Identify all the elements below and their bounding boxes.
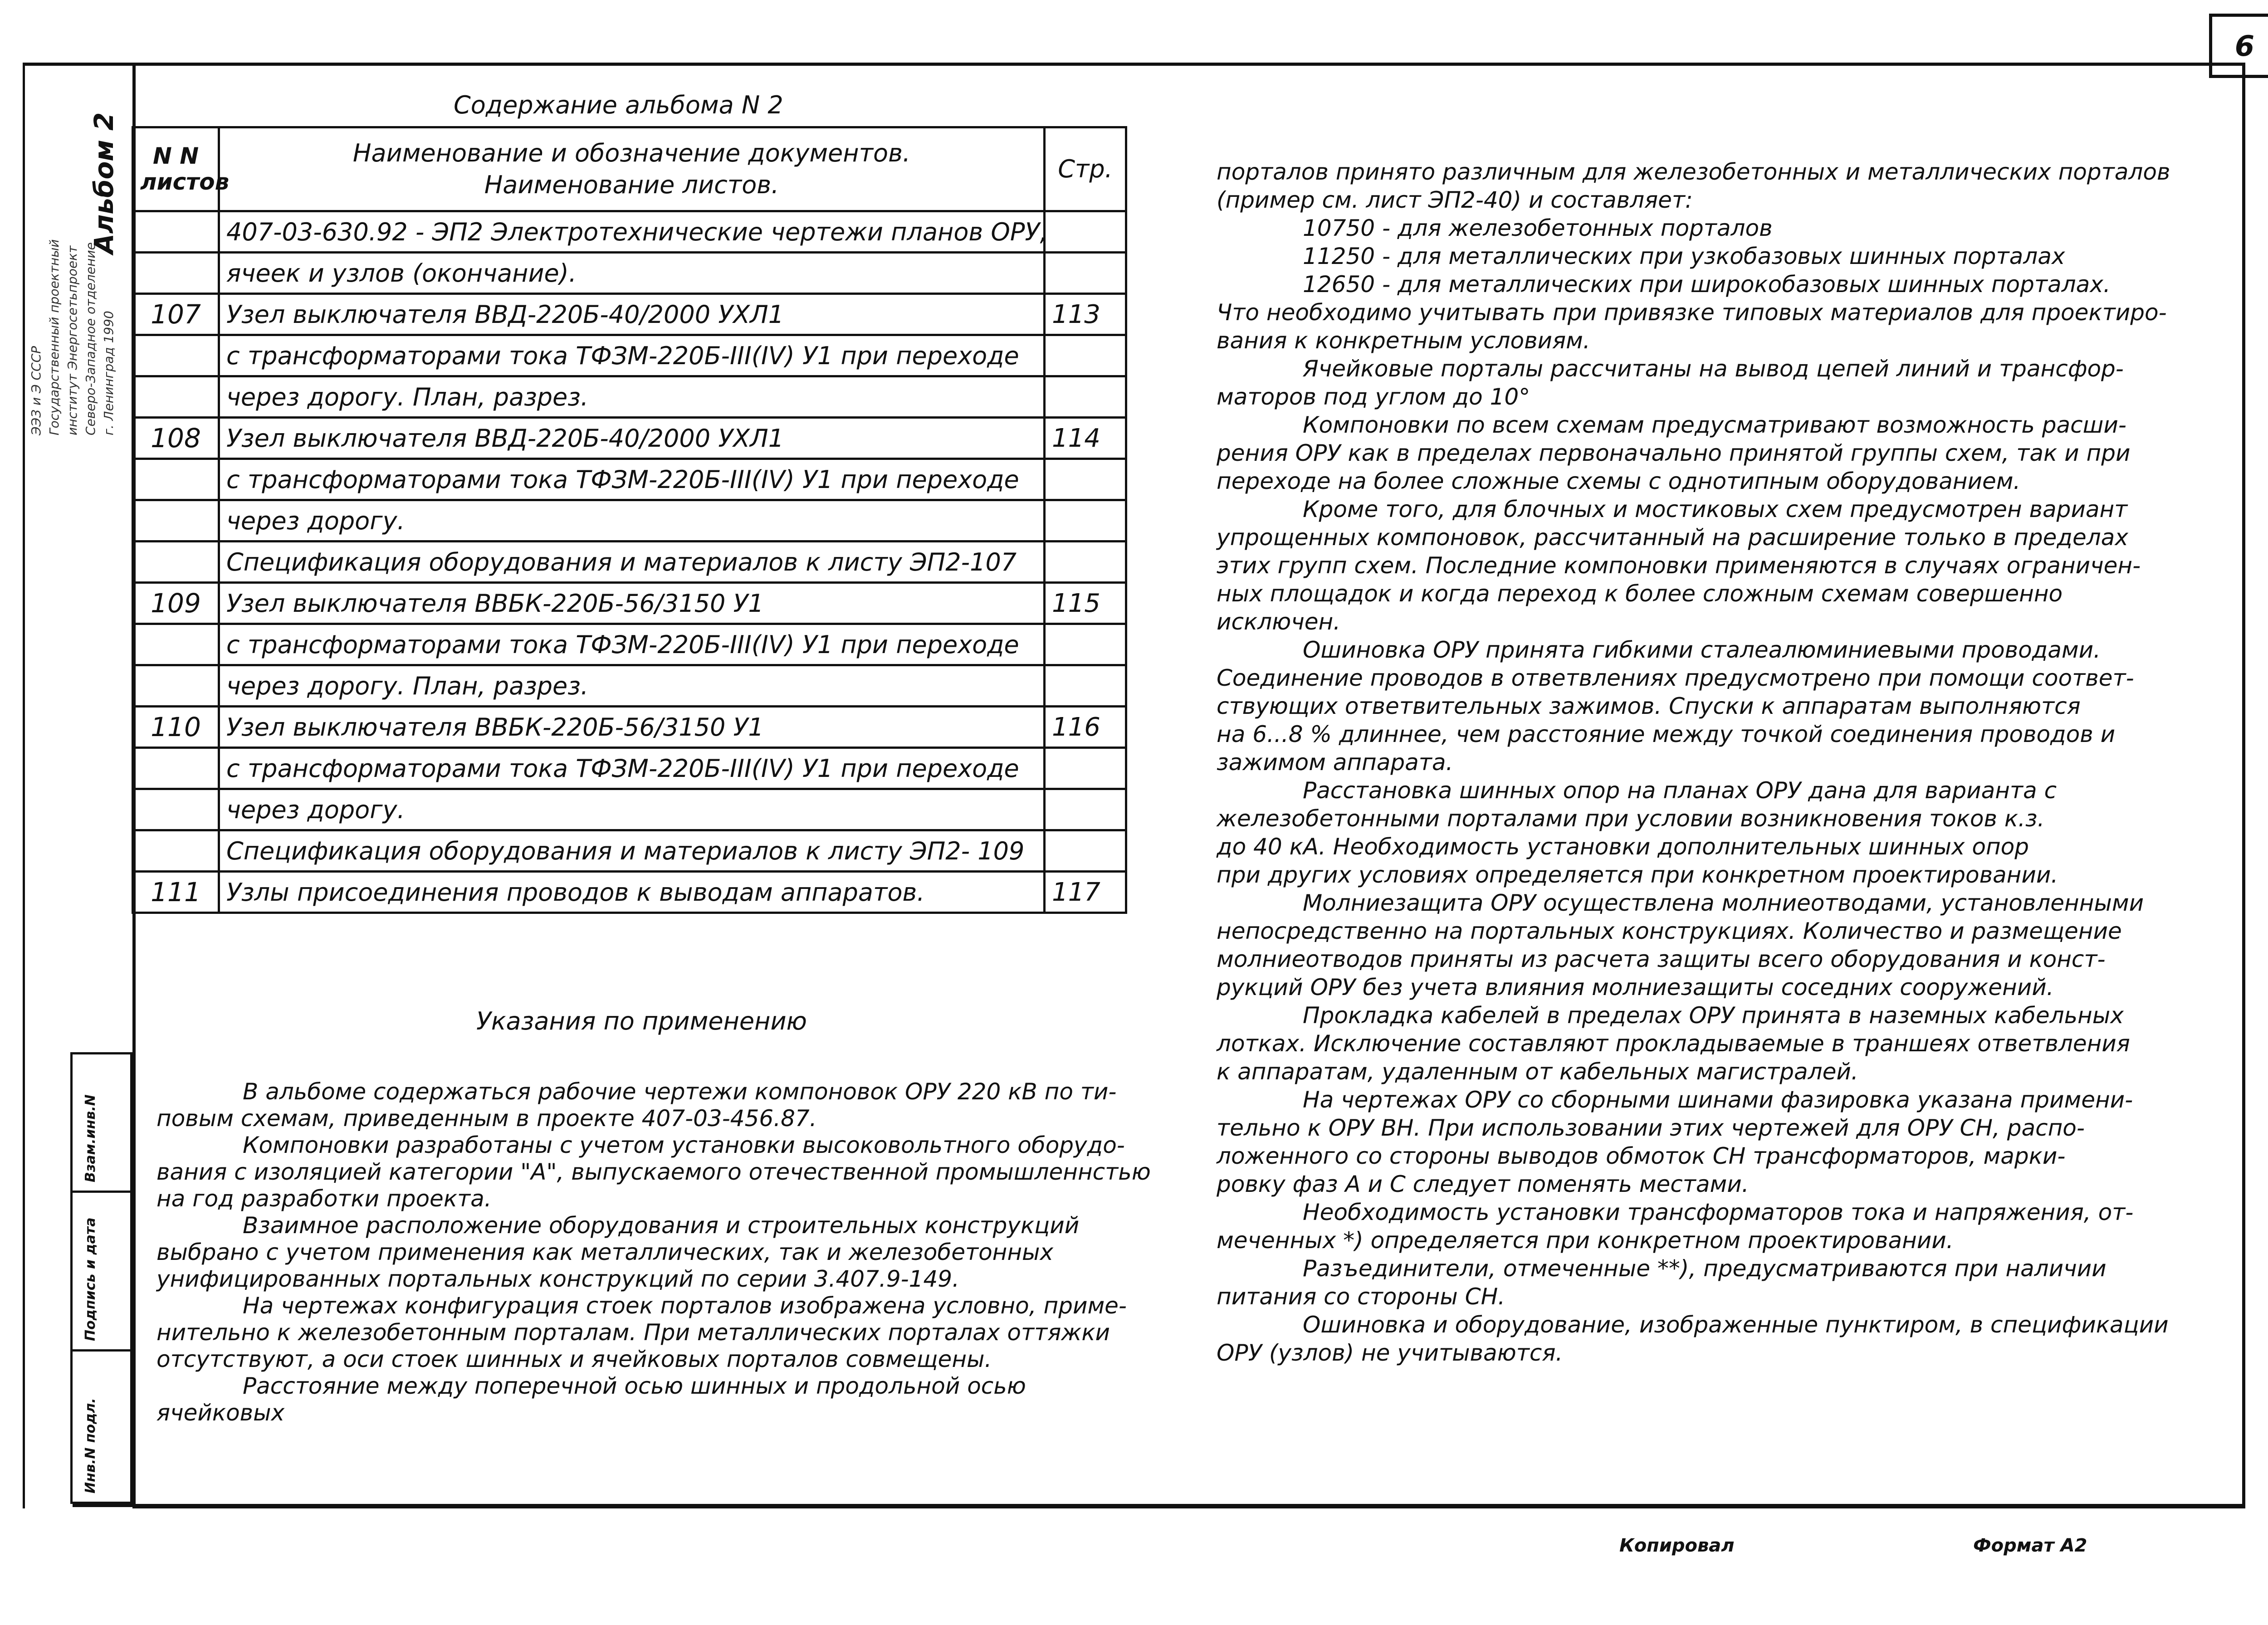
- table-row: [133, 500, 1126, 542]
- text-line: рения ОРУ как в пределах первоначально принятой группы схем, так и при: [1217, 440, 2131, 466]
- stamp-line: г. Ленинград 1990: [101, 311, 116, 435]
- text-line: железобетонными порталами при условии возникновения токов к.з.: [1217, 805, 2045, 832]
- row-page: [1045, 542, 1126, 583]
- text-line: 10750 - для железобетонных порталов: [1303, 215, 1773, 241]
- stamp-line: Северо-Западное отделение: [83, 242, 98, 435]
- header-num: [133, 127, 230, 211]
- text-line: Необходимость установки трансформаторов тока и напряжения, от-: [1303, 1199, 2134, 1225]
- row-text: с трансформаторами тока ТФЗМ-220Б-III(IV) У1 при переходе: [219, 335, 1045, 376]
- text-line: рукций ОРУ без учета влияния молниезащиты соседних сооружений.: [1217, 974, 2054, 1000]
- row-page: [1045, 748, 1126, 789]
- text-line: молниеотводов приняты из расчета защиты всего оборудования и конст-: [1217, 946, 2106, 972]
- strip-cell: [73, 1349, 130, 1502]
- table-row: [133, 789, 1126, 830]
- table-row: [133, 459, 1126, 500]
- text-line: до 40 кА. Необходимость установки дополнительных шинных опор: [1217, 834, 2029, 860]
- text-line: исключен.: [1217, 609, 1341, 635]
- text-line: В альбоме содержаться рабочие чертежи компоновок ОРУ 220 кВ по ти-: [243, 1078, 1117, 1105]
- left-text-block: [156, 1078, 1154, 1426]
- row-num: [133, 500, 219, 542]
- row-num: [133, 211, 219, 253]
- text-line: ствующих ответвительных зажимов. Спуски к аппаратам выполняются: [1217, 693, 2081, 719]
- album-label: Альбом 2: [88, 112, 119, 254]
- row-page: [1045, 624, 1126, 665]
- text-line: Разъединители, отмеченные **), предусматриваются при наличии: [1303, 1255, 2107, 1282]
- stamp-line: Государственный проектный: [47, 239, 62, 435]
- row-num: 111: [133, 872, 219, 913]
- table-row: [133, 294, 1126, 335]
- contents-title: Содержание альбома N 2: [454, 91, 783, 119]
- row-text: Узел выключателя ВВД-220Б-40/2000 УХЛ1: [219, 418, 1045, 459]
- row-text: Узел выключателя ВВБК-220Б-56/3150 У1: [219, 707, 1045, 748]
- indications-title: Указания по применению: [476, 1007, 807, 1035]
- header-name-line2: Наименование листов.: [484, 171, 779, 199]
- frame-left-line: [23, 63, 25, 1508]
- row-text: Узел выключателя ВВБК-220Б-56/3150 У1: [219, 583, 1045, 624]
- row-text: 407-03-630.92 - ЭП2 Электротехнические чертежи планов ОРУ,: [219, 211, 1045, 253]
- row-page: [1045, 211, 1126, 253]
- table-row: [133, 748, 1126, 789]
- row-num: [133, 459, 219, 500]
- row-num: 108: [133, 418, 219, 459]
- approval-strip: [70, 1052, 132, 1504]
- table-row: [133, 583, 1126, 624]
- text-line: Ячейковые порталы рассчитаны на вывод цепей линий и трансфор-: [1303, 356, 2124, 382]
- row-page: 114: [1045, 418, 1126, 459]
- row-num: [133, 830, 219, 872]
- row-text: с трансформаторами тока ТФЗМ-220Б-III(IV) У1 при переходе: [219, 459, 1045, 500]
- text-line: нительно к железобетонным порталам. При металлических порталах оттяжки: [156, 1319, 1110, 1346]
- row-text: через дорогу. План, разрез.: [219, 665, 1045, 707]
- text-line: Компоновки разработаны с учетом установки высоковольтного оборудо-: [243, 1132, 1125, 1158]
- text-line: меченных *) определяется при конкретном проектировании.: [1217, 1227, 1954, 1254]
- row-num: [133, 748, 219, 789]
- row-page: 115: [1045, 583, 1126, 624]
- header-name: [219, 127, 1045, 211]
- text-line: Кроме того, для блочных и мостиковых схем предусмотрен вариант: [1303, 496, 2128, 522]
- contents-table: [132, 126, 1127, 914]
- table-row: [133, 665, 1126, 707]
- text-line: непосредственно на портальных конструкциях. Количество и размещение: [1217, 918, 2122, 944]
- text-line: Компоновки по всем схемам предусматривают возможность расши-: [1303, 412, 2126, 438]
- row-text: Спецификация оборудования и материалов к листу ЭП2-107: [219, 542, 1045, 583]
- row-page: [1045, 335, 1126, 376]
- text-line: отсутствуют, а оси стоек шинных и ячейковых порталов совмещены.: [156, 1346, 992, 1372]
- text-line: (пример см. лист ЭП2-40) и составляет:: [1217, 187, 1693, 213]
- row-page: [1045, 253, 1126, 294]
- table-row: [133, 872, 1126, 913]
- text-line: унифицированных портальных конструкций по серии 3.407.9-149.: [156, 1266, 959, 1292]
- text-line: на год разработки проекта.: [156, 1186, 492, 1212]
- strip-label: Инв.N подл.: [83, 1398, 98, 1493]
- format-label: Формат А2: [1973, 1535, 2087, 1556]
- header-page: Стр.: [1045, 127, 1126, 211]
- text-line: 11250 - для металлических при узкобазовых шинных порталах: [1303, 243, 2065, 269]
- text-line: ровку фаз А и С следует поменять местами.: [1217, 1171, 1749, 1197]
- row-page: [1045, 830, 1126, 872]
- row-num: 110: [133, 707, 219, 748]
- table-row: [133, 830, 1126, 872]
- row-page: [1045, 665, 1126, 707]
- text-line: Расстояние между поперечной осью шинных и продольной осью ячейковых: [156, 1373, 1026, 1426]
- text-line: вания к конкретным условиям.: [1217, 327, 1590, 354]
- row-page: [1045, 376, 1126, 418]
- text-line: ОРУ (узлов) не учитываются.: [1217, 1340, 1563, 1366]
- text-line: Взаимное расположение оборудования и строительных конструкций: [243, 1212, 1080, 1239]
- row-text: с трансформаторами тока ТФЗМ-220Б-III(IV) У1 при переходе: [219, 748, 1045, 789]
- stamp-line: ЭЭЗ и Э СССР: [29, 346, 44, 435]
- row-text: через дорогу. План, разрез.: [219, 376, 1045, 418]
- row-text: через дорогу.: [219, 500, 1045, 542]
- strip-label: Подпись и дата: [83, 1217, 98, 1341]
- header-num-line1: N N: [152, 142, 199, 169]
- text-line: ных площадок и когда переход к более сложным схемам совершенно: [1217, 581, 2063, 607]
- row-text: ячеек и узлов (окончание).: [219, 253, 1045, 294]
- text-line: этих групп схем. Последние компоновки применяются в случаях ограничен-: [1217, 552, 2141, 579]
- row-num: [133, 624, 219, 665]
- row-text: через дорогу.: [219, 789, 1045, 830]
- row-num: 107: [133, 294, 219, 335]
- header-num-line2: листов: [140, 169, 230, 195]
- text-line: при других условиях определяется при конкретном проектировании.: [1217, 862, 2058, 888]
- row-page: [1045, 500, 1126, 542]
- text-line: зажимом аппарата.: [1217, 749, 1453, 776]
- text-line: Что необходимо учитывать при привязке типовых материалов для проектиро-: [1217, 299, 2167, 326]
- frame-bottom-line: [73, 1504, 2245, 1507]
- row-num: [133, 253, 219, 294]
- row-num: [133, 376, 219, 418]
- strip-label: Взам.инв.N: [83, 1094, 98, 1182]
- row-page: 117: [1045, 872, 1126, 913]
- text-line: Прокладка кабелей в пределах ОРУ принята в наземных кабельных: [1303, 1002, 2124, 1029]
- text-line: повым схемам, приведенным в проекте 407-03-456.87.: [156, 1105, 817, 1132]
- text-line: переходе на более сложные схемы с однотипным оборудованием.: [1217, 468, 2021, 494]
- text-line: лотках. Исключение составляют прокладываемые в траншеях ответвления: [1217, 1030, 2130, 1057]
- row-page: [1045, 789, 1126, 830]
- stamp-line: институт Энергосетьпроект: [65, 245, 80, 435]
- row-text: с трансформаторами тока ТФЗМ-220Б-III(IV) У1 при переходе: [219, 624, 1045, 665]
- row-num: [133, 789, 219, 830]
- text-line: На чертежах ОРУ со сборными шинами фазировка указана примени-: [1303, 1087, 2133, 1113]
- row-num: [133, 335, 219, 376]
- row-num: 109: [133, 583, 219, 624]
- table-row: [133, 707, 1126, 748]
- row-text: Спецификация оборудования и материалов к листу ЭП2- 109: [219, 830, 1045, 872]
- table-row: [133, 418, 1126, 459]
- text-line: вания с изоляцией категории "А", выпускаемого отечественной промышленнстью: [156, 1159, 1151, 1185]
- copied-label: Копировал: [1619, 1535, 1735, 1556]
- table-header-row: [133, 127, 1126, 211]
- row-page: 113: [1045, 294, 1126, 335]
- text-line: Молниезащита ОРУ осуществлена молниеотводами, установленными: [1303, 890, 2144, 916]
- table-row: [133, 542, 1126, 583]
- text-line: на 6...8 % длиннее, чем расстояние между точкой соединения проводов и: [1217, 721, 2116, 747]
- row-num: [133, 665, 219, 707]
- table-row: [133, 211, 1126, 253]
- text-line: маторов под углом до 10°: [1217, 384, 1530, 410]
- sheet-number: 6: [2209, 14, 2268, 78]
- text-line: Ошиновка и оборудование, изображенные пунктиром, в спецификации: [1303, 1312, 2169, 1338]
- text-line: Соединение проводов в ответвлениях предусмотрено при помощи соответ-: [1217, 665, 2134, 691]
- header-name-line1: Наименование и обозначение документов.: [352, 138, 911, 167]
- text-line: Расстановка шинных опор на планах ОРУ дана для варианта с: [1303, 777, 2057, 804]
- text-line: На чертежах конфигурация стоек порталов изображена условно, приме-: [243, 1293, 1127, 1319]
- strip-cell: [73, 1054, 130, 1193]
- row-text: Узлы присоединения проводов к выводам аппаратов.: [219, 872, 1045, 913]
- row-num: [133, 542, 219, 583]
- organization-stamp: [27, 239, 118, 435]
- strip-cell: [73, 1191, 130, 1352]
- text-line: ложенного со стороны выводов обмоток СН трансформаторов, марки-: [1217, 1143, 2066, 1169]
- text-line: упрощенных компоновок, рассчитанный на расширение только в пределах: [1217, 524, 2128, 551]
- row-text: Узел выключателя ВВД-220Б-40/2000 УХЛ1: [219, 294, 1045, 335]
- contents-body: [133, 211, 1126, 913]
- table-row: [133, 335, 1126, 376]
- text-line: тельно к ОРУ ВН. При использовании этих чертежей для ОРУ СН, распо-: [1217, 1115, 2085, 1141]
- table-row: [133, 376, 1126, 418]
- table-row: [133, 624, 1126, 665]
- text-line: 12650 - для металлических при широкобазовых шинных порталах.: [1303, 271, 2111, 298]
- text-line: порталов принято различным для железобетонных и металлических порталов: [1217, 159, 2170, 185]
- table-row: [133, 253, 1126, 294]
- row-page: 116: [1045, 707, 1126, 748]
- right-text-block: [1217, 158, 2235, 1367]
- text-line: питания со стороны СН.: [1217, 1283, 1505, 1310]
- text-line: Ошиновка ОРУ принята гибкими сталеалюминиевыми проводами.: [1303, 637, 2101, 663]
- row-page: [1045, 459, 1126, 500]
- text-line: к аппаратам, удаленным от кабельных магистралей.: [1217, 1059, 1858, 1085]
- text-line: выбрано с учетом применения как металлических, так и железобетонных: [156, 1239, 1054, 1265]
